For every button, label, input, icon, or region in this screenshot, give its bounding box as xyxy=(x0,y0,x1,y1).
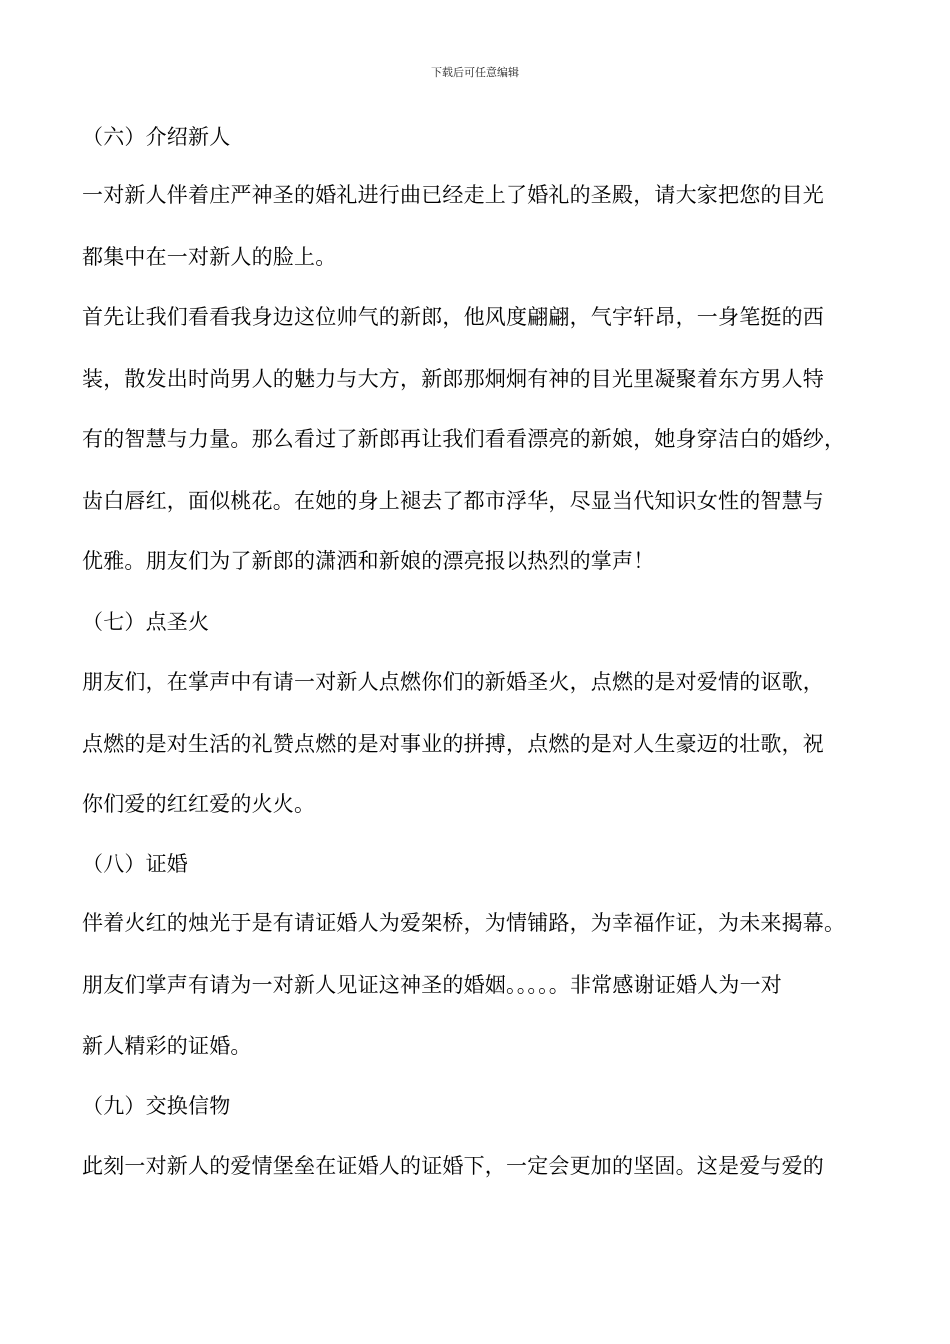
paragraph-line: 朋友们，在掌声中有请一对新人点燃你们的新婚圣火，点燃的是对爱情的讴歌， xyxy=(82,670,824,694)
page-header: 下载后可任意编辑 xyxy=(431,66,519,79)
section-heading-witness: （八）证婚 xyxy=(82,852,188,876)
paragraph-line: 新人精彩的证婚。 xyxy=(82,1034,252,1058)
paragraph-line: 都集中在一对新人的脸上。 xyxy=(82,245,337,269)
section-heading-light-fire: （七）点圣火 xyxy=(82,610,210,634)
paragraph-line: 优雅。朋友们为了新郎的潇洒和新娘的漂亮报以热烈的掌声！ xyxy=(82,549,655,573)
paragraph-line: 齿白唇红，面似桃花。在她的身上褪去了都市浮华，尽显当代知识女性的智慧与 xyxy=(82,489,824,513)
paragraph-line: 朋友们掌声有请为一对新人见证这神圣的婚姻。。。。。非常感谢证婚人为一对 xyxy=(82,973,782,997)
paragraph-line: 你们爱的红红爱的火火。 xyxy=(82,792,316,816)
paragraph-line: 一对新人伴着庄严神圣的婚礼进行曲已经走上了婚礼的圣殿，请大家把您的目光 xyxy=(82,183,824,207)
section-heading-exchange-tokens: （九）交换信物 xyxy=(82,1094,231,1118)
paragraph-line: 此刻一对新人的爱情堡垒在证婚人的证婚下，一定会更加的坚固。这是爱与爱的 xyxy=(82,1154,824,1178)
paragraph-line: 首先让我们看看我身边这位帅气的新郎，他风度翩翩，气宇轩昂，一身笔挺的西 xyxy=(82,305,824,329)
paragraph-line: 点燃的是对生活的礼赞点燃的是对事业的拼搏，点燃的是对人生豪迈的壮歌，祝 xyxy=(82,732,824,756)
paragraph-line: 装，散发出时尚男人的魅力与大方，新郎那炯炯有神的目光里凝聚着东方男人特 xyxy=(82,367,824,391)
paragraph-line: 伴着火红的烛光于是有请证婚人为爱架桥，为情铺路，为幸福作证，为未来揭幕。 xyxy=(82,911,846,935)
paragraph-line: 有的智慧与力量。那么看过了新郎再让我们看看漂亮的新娘，她身穿洁白的婚纱， xyxy=(82,427,846,451)
section-heading-introduce-couple: （六）介绍新人 xyxy=(82,125,231,149)
